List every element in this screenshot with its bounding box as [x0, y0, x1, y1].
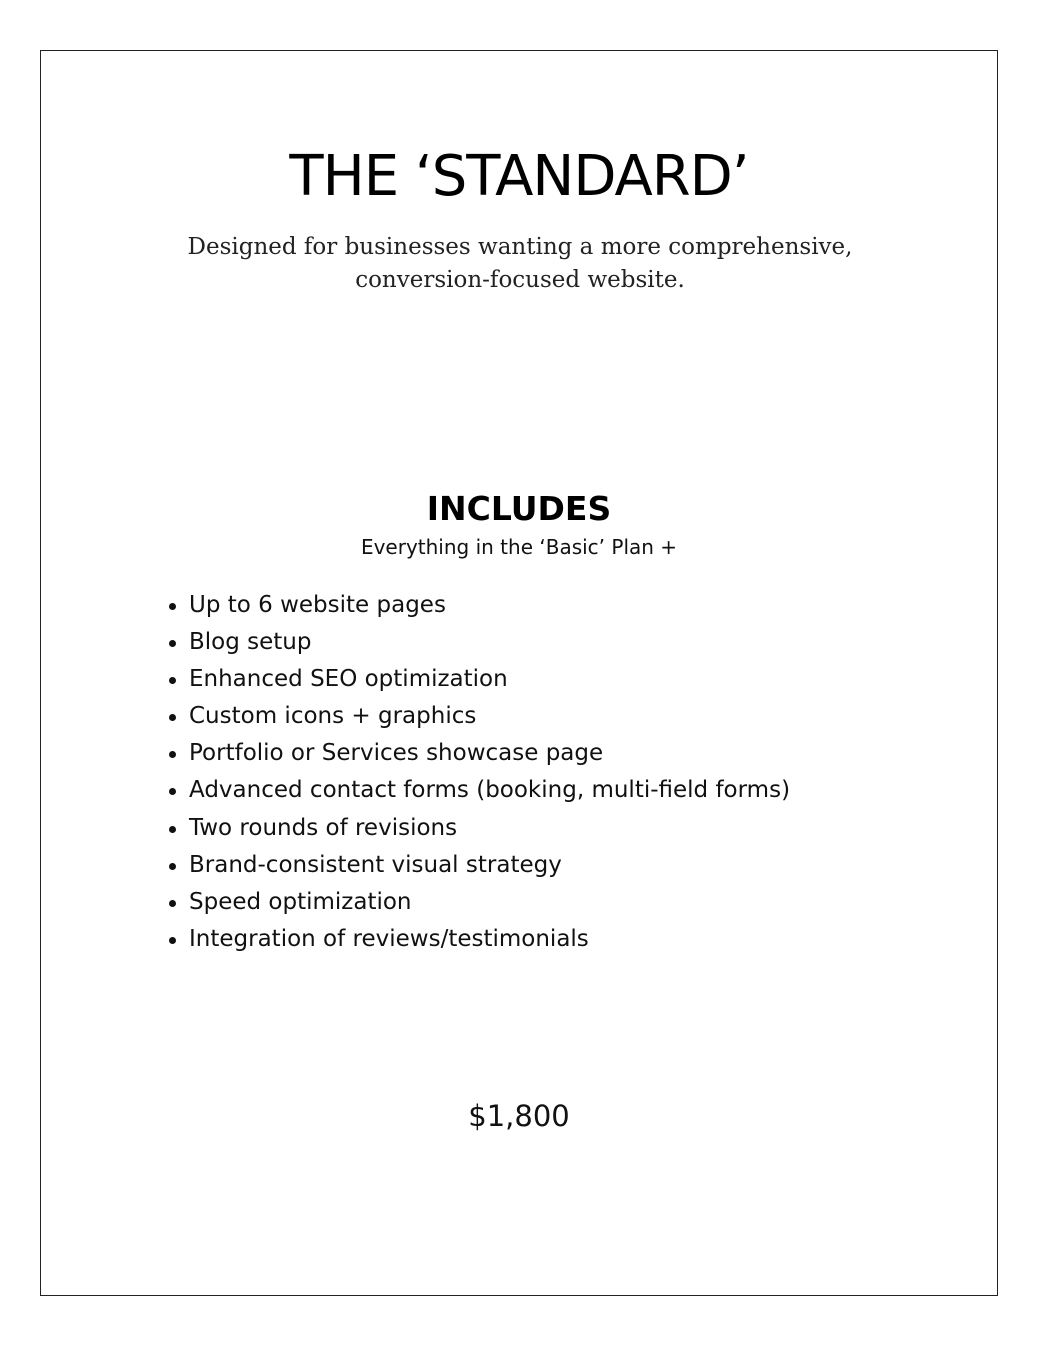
plan-price: $1,800 — [468, 1099, 570, 1133]
feature-label: Advanced contact forms (booking, multi-field forms) — [189, 777, 791, 804]
bullet-icon — [169, 677, 176, 684]
feature-label: Integration of reviews/testimonials — [189, 925, 589, 952]
plan-description: Designed for businesses wanting a more comprehensive, conversion-focused website. — [187, 234, 853, 293]
feature-item — [169, 624, 929, 661]
feature-item — [169, 921, 929, 958]
feature-item — [169, 735, 929, 772]
feature-label: Enhanced SEO optimization — [189, 666, 508, 693]
bullet-icon — [169, 863, 176, 870]
feature-label: Brand-consistent visual strategy — [189, 851, 562, 878]
feature-item — [169, 587, 929, 624]
plan-title: THE ‘STANDARD’ — [289, 144, 749, 209]
feature-item — [169, 884, 929, 921]
bullet-icon — [169, 900, 176, 907]
pricing-card — [40, 50, 998, 1296]
includes-heading: INCLUDES — [426, 489, 612, 528]
feature-list — [169, 587, 929, 958]
bullet-icon — [169, 937, 176, 944]
feature-item — [169, 698, 929, 735]
bullet-icon — [169, 603, 176, 610]
feature-item — [169, 847, 929, 884]
bullet-icon — [169, 751, 176, 758]
bullet-icon — [169, 640, 176, 647]
feature-label: Portfolio or Services showcase page — [189, 740, 604, 767]
includes-subheading: Everything in the ‘Basic’ Plan + — [360, 535, 678, 559]
feature-label: Speed optimization — [189, 888, 412, 915]
feature-item — [169, 810, 929, 847]
bullet-icon — [169, 826, 176, 833]
feature-label: Two rounds of revisions — [189, 814, 458, 841]
feature-label: Blog setup — [189, 629, 312, 656]
feature-item — [169, 772, 929, 809]
bullet-icon — [169, 788, 176, 795]
bullet-icon — [169, 714, 176, 721]
feature-label: Up to 6 website pages — [189, 592, 446, 618]
feature-item — [169, 661, 929, 698]
feature-label: Custom icons + graphics — [189, 703, 477, 730]
